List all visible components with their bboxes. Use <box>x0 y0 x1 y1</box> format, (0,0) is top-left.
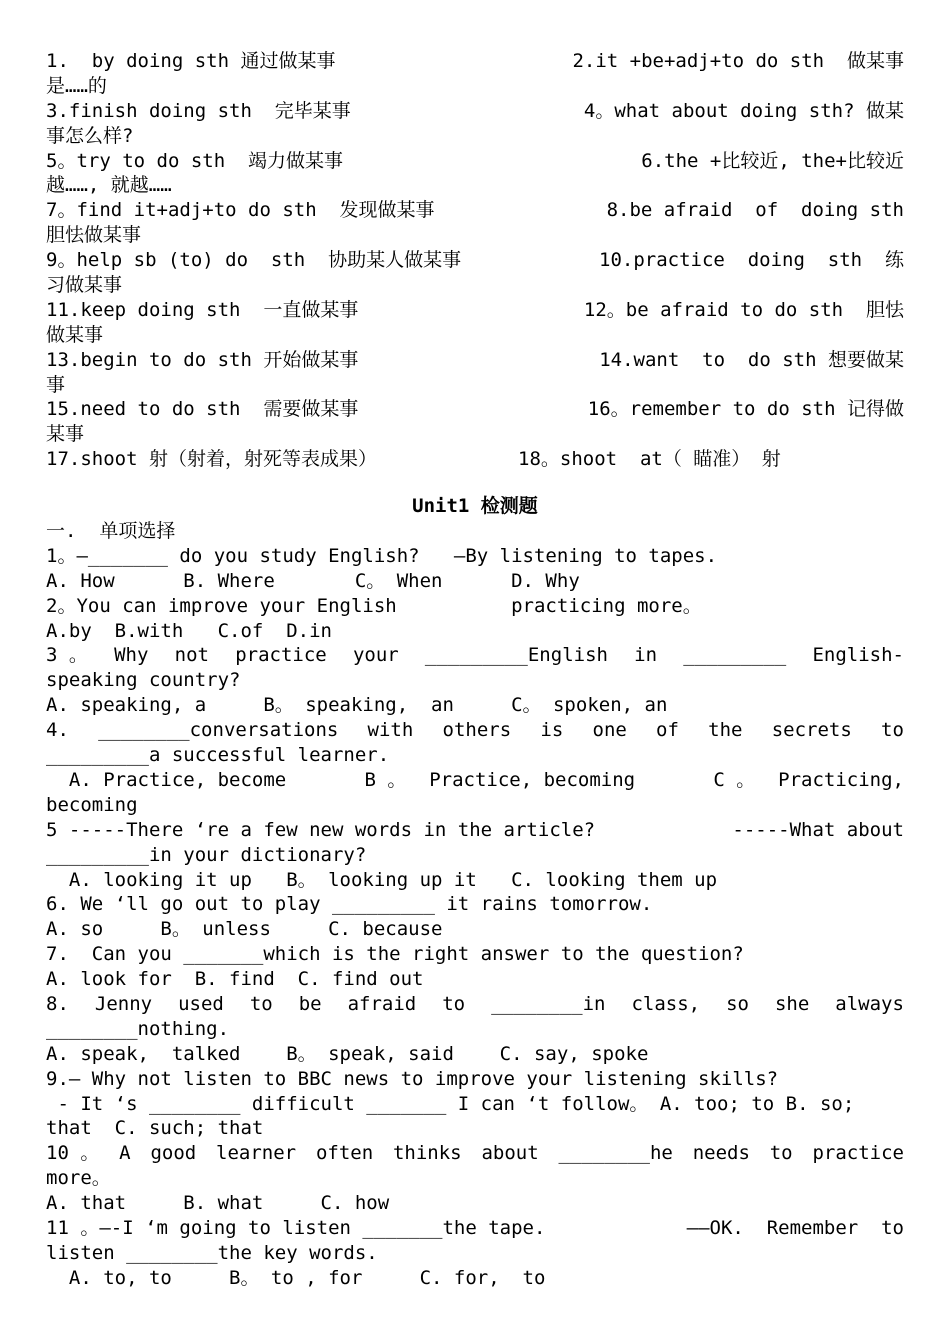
stem-word: A <box>119 1142 131 1165</box>
phrase-item: 17.shoot 射（射着，射死等表成果） <box>46 448 377 471</box>
stem-word: practice <box>812 1142 904 1165</box>
phrase-continuation: 事怎么样? <box>46 124 134 147</box>
stem-word: _________ <box>683 644 787 667</box>
phrase-row <box>46 49 904 74</box>
question-stem-continuation: ________nothing. <box>46 1017 230 1040</box>
stem-word: practice <box>235 644 327 667</box>
stem-word: your <box>352 644 399 667</box>
phrase-continuation: 某事 <box>46 423 85 446</box>
stem-word: Why <box>114 644 149 667</box>
stem-word: 8. <box>46 992 69 1015</box>
question-options: A. look for B. find C. find out <box>46 968 424 991</box>
stem-word: not <box>174 644 209 667</box>
question-options: A. speaking, a B。 speaking, an C。 spoken, an <box>46 694 668 717</box>
stem-word: good <box>150 1142 197 1165</box>
phrase-item: 7。find it+adj+to do sth 发现做某事 <box>46 199 435 222</box>
stem-word: others <box>442 719 512 742</box>
stem-word: with <box>367 719 414 742</box>
phrase-row <box>46 99 904 124</box>
phrase-item: 3.finish doing sth 完毕某事 <box>46 99 351 122</box>
stem-word: is <box>540 719 564 742</box>
stem-word: 4. <box>46 719 69 742</box>
option-item: A. Practice, become <box>46 768 287 791</box>
stem-word: always <box>835 992 904 1015</box>
question-6 <box>46 892 904 942</box>
stem-word: to <box>249 992 273 1015</box>
phrase-item: 15.need to do sth 需要做某事 <box>46 398 359 421</box>
question-5 <box>46 818 904 893</box>
stem-word: be <box>298 992 322 1015</box>
phrase-continuation: 习做某事 <box>46 274 123 297</box>
phrase-item: 10.practice doing sth 练 <box>599 249 904 272</box>
phrase-item: 9。help sb (to) do sth 协助某人做某事 <box>46 249 462 272</box>
phrase-row <box>46 397 904 422</box>
phrase-item: 2.it +be+adj+to do sth 做某事 <box>572 50 904 72</box>
option-item: C 。 Practicing, <box>713 768 904 791</box>
phrase-item: 8.be afraid of doing sth <box>606 199 904 222</box>
section-heading: 一. 单项选择 <box>46 520 176 543</box>
stem-word: of <box>656 719 679 742</box>
question-stem-continuation: listen ________the key words. <box>46 1241 378 1264</box>
stem-word: 3 。 <box>46 644 88 667</box>
stem-word: ________conversations <box>98 719 339 742</box>
stem-word: the <box>708 719 743 742</box>
question-stem <box>46 992 904 1017</box>
stem-part: -----What about <box>732 818 904 841</box>
question-stem-continuation: - It ‘s ________ difficult _______ I can ‘t follow。 A. too; to B. so; <box>46 1092 855 1115</box>
question-stem: 9.— Why not listen to BBC news to improve your listening skills? <box>46 1067 779 1090</box>
stem-word: to <box>881 719 904 742</box>
question-7 <box>46 942 904 992</box>
question-3 <box>46 643 904 718</box>
stem-part: 11 。—-I ‘m going to listen _______the tape. <box>46 1216 546 1239</box>
phrase-row <box>46 248 904 273</box>
phrase-row <box>46 198 904 223</box>
stem-word: ________in <box>491 992 606 1015</box>
question-stem-continuation: _________in your dictionary? <box>46 843 367 866</box>
question-options: A. that B. what C. how <box>46 1192 390 1215</box>
phrase-item: 5。try to do sth 竭力做某事 <box>46 149 344 172</box>
stem-word: used <box>178 992 224 1015</box>
question-stem: 1。—_______ do you study English? —By listening to tapes. <box>46 544 718 567</box>
document-page <box>46 49 904 1291</box>
question-stem-continuation: more。 <box>46 1167 111 1190</box>
stem-word: often <box>315 1142 374 1165</box>
question-stem <box>46 818 904 843</box>
phrase-continuation: 是……的 <box>46 74 107 97</box>
stem-part: ——OK. Remember to <box>686 1216 904 1239</box>
phrase-row <box>46 298 904 323</box>
phrase-item: 4。what about doing sth? 做某 <box>583 99 904 122</box>
question-stem-continuation: _________a successful learner. <box>46 744 390 767</box>
stem-word: ________he <box>558 1142 673 1165</box>
question-stem: 2。You can improve your English practicing more。 <box>46 594 702 617</box>
question-options: A.by B.with C.of D.in <box>46 619 332 642</box>
question-stem: 7. Can you _______which is the right answer to the question? <box>46 943 744 966</box>
stem-word: thinks <box>392 1142 462 1165</box>
question-10 <box>46 1141 904 1216</box>
phrase-continuation: 胆怯做某事 <box>46 224 142 247</box>
question-options: A. to, to B。 to , for C. for, to <box>46 1266 546 1289</box>
stem-word: to <box>442 992 466 1015</box>
phrase-item: 6.the +比较近, the+比较近 <box>641 149 904 172</box>
stem-word: afraid <box>347 992 417 1015</box>
question-2 <box>46 594 904 644</box>
question-8 <box>46 992 904 1067</box>
stem-word: one <box>592 719 627 742</box>
phrase-item: 16。remember to do sth 记得做 <box>587 398 904 421</box>
question-options: A. looking it up B。 looking up it C. looking them up <box>46 868 718 891</box>
phrase-item: 12。be afraid to do sth 胆怯 <box>583 298 904 321</box>
question-options: that C. such; that <box>46 1117 264 1140</box>
unit-title: Unit1 检测题 <box>412 495 538 518</box>
question-9 <box>46 1067 904 1142</box>
phrase-row <box>46 447 904 472</box>
phrase-item: 11.keep doing sth 一直做某事 <box>46 298 359 321</box>
question-options: A. so B。 unless C. because <box>46 918 443 941</box>
question-stem <box>46 1141 904 1166</box>
stem-word: Jenny <box>94 992 153 1015</box>
stem-word: learner <box>216 1142 297 1165</box>
question-options <box>46 768 904 793</box>
question-options: A. How B. Where C。 When D. Why <box>46 569 580 592</box>
stem-part: 5 -----There ‘re a few new words in the article? <box>46 818 596 841</box>
phrase-item: 13.begin to do sth 开始做某事 <box>46 348 359 371</box>
question-options-continuation: becoming <box>46 793 138 816</box>
question-11 <box>46 1216 904 1291</box>
question-stem <box>46 643 904 668</box>
stem-word: needs <box>692 1142 750 1165</box>
question-stem: 6. We ‘ll go out to play _________ it rains tomorrow. <box>46 893 653 916</box>
stem-word: so <box>726 992 749 1015</box>
phrase-item: 18。shoot at（ 瞄准） 射 <box>518 448 781 471</box>
option-item: B 。 Practice, becoming <box>364 768 636 791</box>
question-stem-continuation: speaking country? <box>46 669 241 692</box>
question-options: A. speak, talked B。 speak, said C. say, spoke <box>46 1042 649 1065</box>
phrase-item: 1. by doing sth 通过做某事 <box>46 50 336 72</box>
question-stem <box>46 718 904 743</box>
phrase-continuation: 越……, 就越…… <box>46 174 172 197</box>
phrase-continuation: 做某事 <box>46 323 104 346</box>
phrase-row <box>46 149 904 174</box>
stem-word: secrets <box>771 719 852 742</box>
phrase-item: 14.want to do sth 想要做某 <box>599 348 904 371</box>
phrase-continuation: 事 <box>46 373 66 396</box>
stem-word: _________English <box>424 644 608 667</box>
stem-word: 10 。 <box>46 1142 100 1165</box>
question-4 <box>46 718 904 818</box>
stem-word: she <box>774 992 810 1015</box>
stem-word: class, <box>631 992 701 1015</box>
stem-word: to <box>769 1142 793 1165</box>
question-1 <box>46 544 904 594</box>
question-stem <box>46 1216 904 1241</box>
phrase-row <box>46 348 904 373</box>
stem-word: about <box>481 1142 539 1165</box>
stem-word: in <box>634 644 658 667</box>
phrase-list <box>46 49 904 472</box>
stem-word: English- <box>812 644 904 667</box>
